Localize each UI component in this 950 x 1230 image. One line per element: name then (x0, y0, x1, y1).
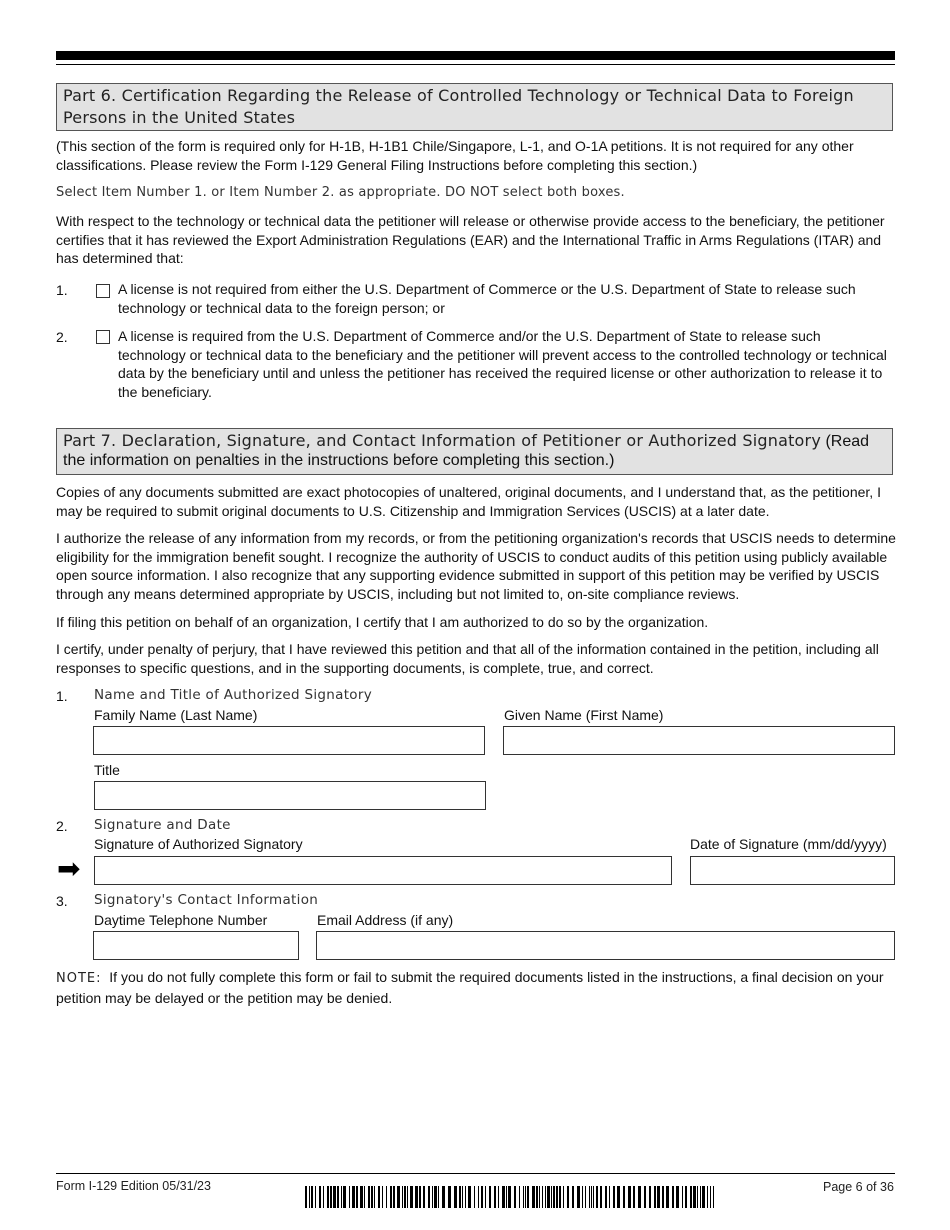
note-text: If you do not fully complete this form or fail to submit the required documents listed in the instructions, a final decision on your petition may be delayed or the petition may be denied. (56, 969, 888, 1006)
part6-statement: With respect to the technology or technical data the petitioner will release or otherwise provide access to the beneficiary, the petitioner certifies that it has reviewed the Export Administration Regulations (EAR) and the International Traffic in Arms Regulations (ITAR) and has determined that: (56, 213, 885, 266)
part7-title: Part 7. Declaration, Signature, and Contact Information of Petitioner or Authorized Signatory (63, 431, 821, 450)
given-name-label: Given Name (First Name) (504, 707, 664, 723)
email-input[interactable] (316, 931, 895, 960)
barcode-icon (305, 1186, 715, 1208)
item-3-number: 3. (56, 893, 68, 909)
part6-instruction: Select Item Number 1. or Item Number 2. as appropriate. DO NOT select both boxes. (56, 185, 625, 200)
signature-input[interactable] (94, 856, 672, 885)
phone-label: Daytime Telephone Number (94, 912, 268, 928)
part7-paragraph-4: I certify, under penalty of perjury, that I have reviewed this petition and that all of the information contained in the petition, including all responses to specific questions, and in the supporting documents, is complete, true, and correct. (56, 641, 879, 676)
note (56, 968, 896, 1007)
item-1-heading: Name and Title of Authorized Signatory (94, 687, 372, 703)
option-2-number: 2. (56, 329, 68, 345)
part6-header (56, 83, 893, 131)
part7-paragraph-1: Copies of any documents submitted are exact photocopies of unaltered, original documents, and I understand that, as the petitioner, I may be required to submit original documents to U.S. Citizenship and Immigration Services (USCIS) at a later date. (56, 484, 881, 519)
part7-header (56, 428, 893, 475)
phone-input[interactable] (93, 931, 299, 960)
item-1-number: 1. (56, 688, 68, 704)
arrow-right-icon: ➡ (57, 853, 81, 884)
option-2-checkbox[interactable] (96, 330, 110, 344)
signature-label: Signature of Authorized Signatory (94, 836, 303, 852)
top-rule-thin (56, 64, 895, 65)
part7-title-tail: (Read the information on penalties in the instructions before completing this section.) (63, 433, 870, 469)
date-of-signature-label: Date of Signature (mm/dd/yyyy) (690, 836, 887, 852)
title-input[interactable] (94, 781, 486, 810)
footer-form-edition: Form I-129 Edition 05/31/23 (56, 1179, 211, 1193)
given-name-input[interactable] (503, 726, 895, 755)
option-1-checkbox[interactable] (96, 284, 110, 298)
part6-intro: (This section of the form is required only for H-1B, H-1B1 Chile/Singapore, L-1, and O-1A petitions. It is not required for any other classifications. Please review the Form I-129 General Filing Instructions before completing this section.) (56, 138, 854, 173)
email-label: Email Address (if any) (317, 912, 454, 928)
option-2-text: A license is required from the U.S. Department of Commerce and/or the U.S. Department of State to release such technology or technical data to the beneficiary and the petitioner will prevent access to the controlled technology or technical data by the beneficiary until and unless the petitioner has received the required license or other authorization to release it to the beneficiary. (118, 328, 887, 400)
item-3-heading: Signatory's Contact Information (94, 892, 319, 908)
option-1-text: A license is not required from either the U.S. Department of Commerce or the U.S. Department of State to release such technology or technical data to the foreign person; or (118, 281, 856, 316)
date-of-signature-input[interactable] (690, 856, 895, 885)
part6-title: Part 6. Certification Regarding the Release of Controlled Technology or Technical Data to Foreign Persons in the United States (63, 86, 854, 127)
top-rule-thick (56, 51, 895, 60)
family-name-input[interactable] (93, 726, 485, 755)
note-label: NOTE: (56, 971, 102, 986)
footer-rule (56, 1173, 895, 1174)
title-label: Title (94, 762, 120, 778)
option-1-number: 1. (56, 282, 68, 298)
part7-paragraph-3: If filing this petition on behalf of an organization, I certify that I am authorized to do so by the organization. (56, 614, 709, 630)
part7-paragraph-2: I authorize the release of any information from my records, or from the petitioning organization's records that USCIS needs to determine eligibility for the immigration benefit sought. I recognize the authority of USCIS to conduct audits of this petition using publicly available open source information. I also recognize that any supporting evidence submitted in support of this petition may be verified by USCIS through any means determined appropriate by USCIS, including but not limited to, on-site compliance reviews. (56, 530, 896, 602)
footer-page-number: Page 6 of 36 (823, 1180, 894, 1194)
family-name-label: Family Name (Last Name) (94, 707, 258, 723)
item-2-number: 2. (56, 818, 68, 834)
item-2-heading: Signature and Date (94, 817, 231, 833)
